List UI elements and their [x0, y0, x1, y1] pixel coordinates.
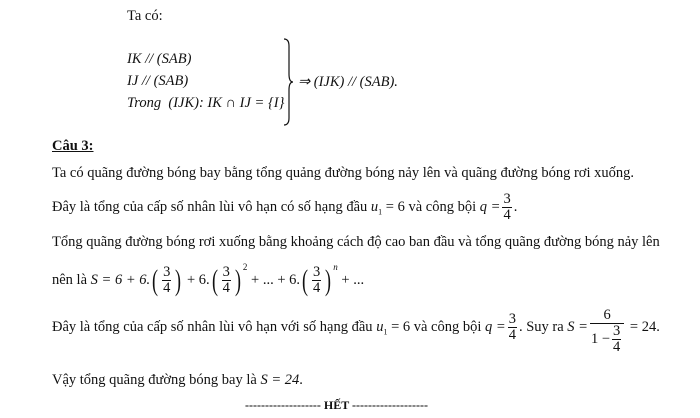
- u1-value: = 6: [385, 198, 405, 215]
- system-line-1: IK // (SAB): [127, 51, 192, 67]
- intro-text: Ta có:: [127, 8, 163, 24]
- fraction-3-4: $\frac{3}{4}$: [503, 191, 511, 223]
- fraction-3-4: $\frac{3}{4}$: [163, 264, 171, 297]
- suy-ra-text: . Suy ra: [518, 318, 564, 335]
- right-brace-icon: [283, 38, 293, 126]
- p2-text: Đây là tổng của cấp số nhân lùi vô hạn có số hạng đầu: [52, 198, 368, 215]
- sum-result: = 24.: [629, 318, 660, 335]
- u1-value: = 6: [391, 318, 411, 335]
- s-symbol: S =: [567, 318, 588, 335]
- paragraph-4: nên là S = 6 + 6.( $\frac{3}{4}$ ) + 6.( $\frac{3}{4}$ ) $^2$ + ... + 6.( $\frac{3}{4}$ ) $^n$ + ...: [52, 262, 365, 297]
- exponent-n: n: [333, 262, 338, 272]
- footer-het: ------------------- HẾT -------------------: [245, 398, 428, 412]
- sum-term-n: + ... + 6.: [251, 272, 301, 288]
- p5-text: Đây là tổng của cấp số nhân lùi vô hạn với số hạng đầu: [52, 318, 373, 335]
- paragraph-1: Ta có quãng đường bóng bay bằng tổng quảng đường bóng nảy lên và quãng đường bóng rơi xuống.: [52, 165, 634, 181]
- question-label: Câu 3:: [52, 138, 94, 154]
- q-symbol: q =: [479, 198, 501, 215]
- sum-tail: + ...: [341, 272, 365, 288]
- sum-formula-start: S = 6 + 6.: [90, 272, 151, 288]
- paragraph-2: [52, 192, 517, 223]
- fraction-3-4: $\frac{3}{4}$: [508, 311, 516, 343]
- sum-term-2: + 6.: [186, 272, 210, 288]
- u1-symbol: u: [376, 318, 384, 335]
- u1-subscript: 1: [378, 207, 383, 217]
- system-line-2: IJ // (SAB): [127, 73, 189, 89]
- paragraph-3: Tổng quãng đường bóng rơi xuống bằng khoảng cách độ cao ban đầu và tổng quãng đường bóng nảy lên: [52, 234, 660, 250]
- exponent-2: 2: [242, 262, 248, 272]
- paragraph-6: [52, 372, 303, 389]
- q-symbol: q =: [485, 318, 506, 335]
- system-conclusion: ⇒ (IJK) // (SAB).: [298, 74, 398, 90]
- p2-end: .: [513, 198, 518, 215]
- paragraph-5: [52, 307, 660, 355]
- system-line-3: [127, 95, 284, 112]
- p4-text: nên là: [52, 272, 88, 288]
- p6-text: Vậy tổng quãng đường bóng bay là: [52, 372, 257, 388]
- final-answer: S = 24: [260, 372, 300, 388]
- system-line-3-b: (IJK): IK ∩ IJ = {I}: [168, 95, 285, 111]
- system-line-3-a: Trong: [127, 95, 162, 111]
- fraction-3-4: $\frac{3}{4}$: [222, 264, 230, 297]
- p5-mid: và công bội: [413, 318, 482, 335]
- p6-end: .: [299, 372, 303, 388]
- sum-fraction: 6 1 − $\frac{3}{4}$: [590, 308, 624, 355]
- u1-subscript: 1: [383, 327, 388, 337]
- u1-symbol: u: [370, 198, 379, 215]
- p2-mid: và công bội: [408, 198, 477, 215]
- fraction-3-4: $\frac{3}{4}$: [313, 264, 321, 297]
